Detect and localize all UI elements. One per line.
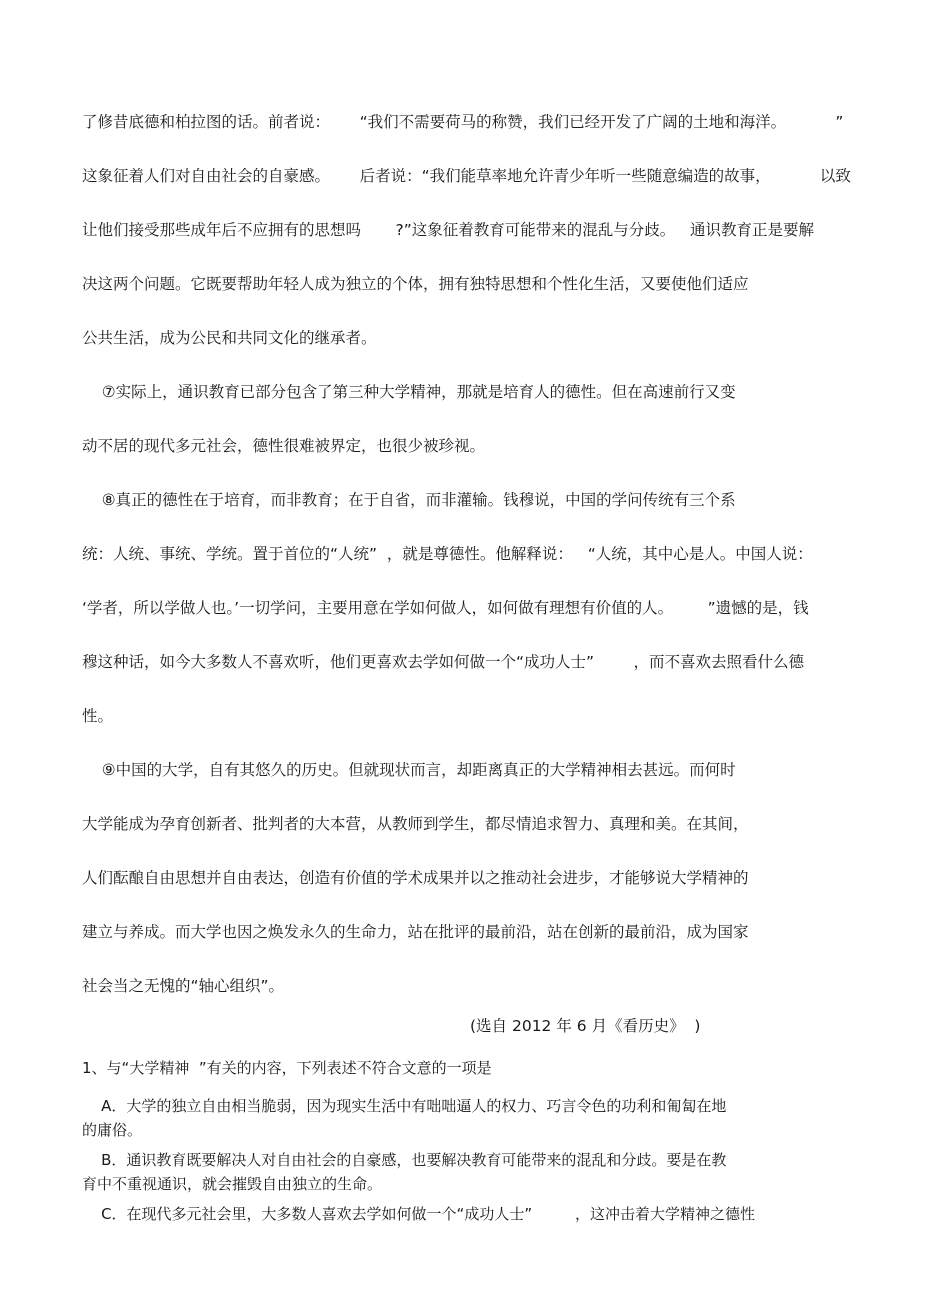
paragraph-line: 决这两个问题。它既要帮助年轻人成为独立的个体，拥有独特思想和个性化生活，又要使他们适应 (82, 275, 749, 293)
option-b-continuation: 育中不重视通识，就会摧毁自由独立的生命。 (82, 1175, 383, 1193)
paragraph-line: 人们酝酿自由思想并自由表达，创造有价值的学术成果并以之推动社会进步，才能够说大学精神的 (82, 869, 749, 887)
paragraph-line: ⑨中国的大学，自有其悠久的历史。但就现状而言，却距离真正的大学精神相去甚远。而何时 (82, 761, 736, 779)
paragraph-line: 公共生活，成为公民和共同文化的继承者。 (82, 329, 377, 347)
paragraph-line: 这象征着人们对自由社会的自豪感。 后者说：“我们能草率地允许青少年听一些随意编造的故事， 以致 (82, 167, 851, 185)
paragraph-line: ‘学者，所以学做人也。’一切学问，主要用意在学如何做人，如何做有理想有价值的人。 ”遗憾的是，钱 (82, 599, 809, 617)
option-a: A．大学的独立自由相当脆弱，因为现实生活中有咄咄逼人的权力、巧言令色的功利和匍匐在地 (82, 1097, 727, 1115)
paragraph-line: 让他们接受那些成年后不应拥有的思想吗 ?”这象征着教育可能带来的混乱与分歧。 通识教育正是要解 (82, 221, 815, 239)
option-a-continuation: 的庸俗。 (82, 1121, 143, 1139)
paragraph-line: 大学能成为孕育创新者、批判者的大本营，从教师到学生，都尽情追求智力、真理和美。在其间， (82, 815, 749, 833)
paragraph-line: 动不居的现代多元社会，德性很难被界定，也很少被珍视。 (82, 437, 486, 455)
paragraph-line: 社会当之无愧的“轴心组织”。 (82, 977, 285, 995)
paragraph-line: 了修昔底德和柏拉图的话。前者说： “我们不需要荷马的称赞，我们已经开发了广阔的土地和海洋。 ” (82, 113, 844, 131)
source-citation: (选自 2012 年 6 月《看历史》 ) (470, 1017, 701, 1035)
paragraph-line: 性。 (82, 707, 114, 725)
paragraph-line: 统：人统、事统、学统。置于首位的“人统” ，就是尊德性。他解释说： “人统，其中心是人。中国人说： (82, 545, 813, 563)
paragraph-line: 建立与养成。而大学也因之焕发永久的生命力，站在批评的最前沿，站在创新的最前沿，成为国家 (82, 923, 749, 941)
question-stem: 1、与“大学精神 ”有关的内容，下列表述不符合文意的一项是 (82, 1059, 492, 1077)
paragraph-line: ⑧真正的德性在于培育，而非教育；在于自省，而非灌输。钱穆说，中国的学问传统有三个系 (82, 491, 736, 509)
paragraph-line: 穆这种话，如今大多数人不喜欢听，他们更喜欢去学如何做一个“成功人士” ，而不喜欢去照看什么德 (82, 653, 804, 671)
option-b: B．通识教育既要解决人对自由社会的自豪感，也要解决教育可能带来的混乱和分歧。要是在教 (82, 1151, 727, 1169)
option-c: C．在现代多元社会里，大多数人喜欢去学如何做一个“成功人士” ，这冲击着大学精神之德性 (82, 1205, 756, 1223)
paragraph-line: ⑦实际上，通识教育已部分包含了第三种大学精神，那就是培育人的德性。但在高速前行又变 (82, 383, 736, 401)
